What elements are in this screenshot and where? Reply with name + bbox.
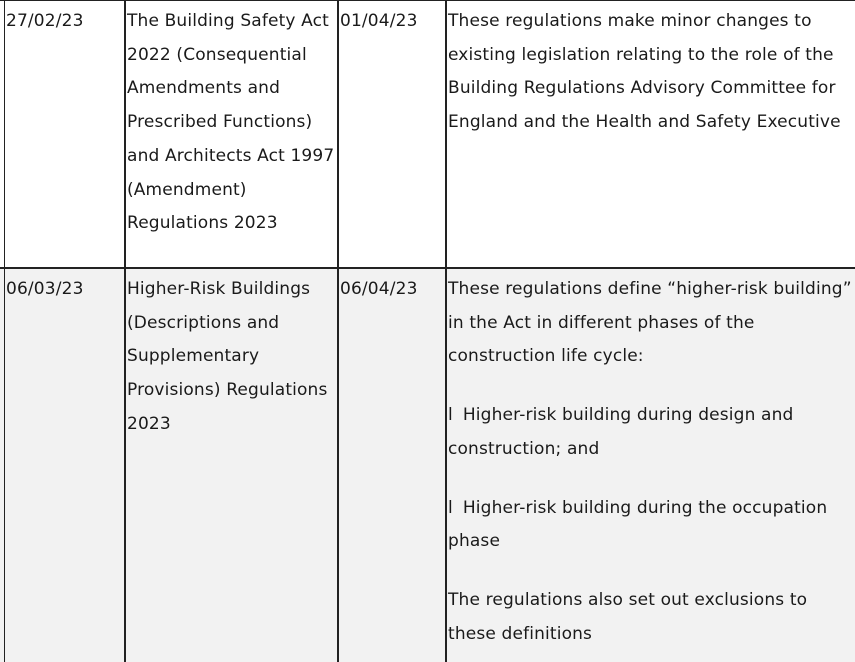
- summary-cell: [447, 269, 855, 662]
- bullet-text: Higher-risk building during design and construction; and: [448, 405, 794, 459]
- date-made-cell: [5, 269, 125, 662]
- table-row: [0, 1, 855, 269]
- bullet-icon: l: [448, 405, 453, 426]
- summary-cell: [447, 1, 855, 267]
- bullet-icon: l: [448, 497, 453, 518]
- summary-text: These regulations make minor changes to existing legislation relating to the role of the Building Regulations Advisory Committee for England and the Health and Safety Executive: [448, 11, 841, 133]
- effective-date-cell: [339, 269, 446, 662]
- date-made-cell: [5, 1, 125, 267]
- bullet-text: Higher-risk building during the occupation phase: [448, 497, 828, 552]
- column-divider: [445, 1, 447, 662]
- summary-intro-text: These regulations define “higher-risk building” in the Act in different phases of the construction life cycle:: [448, 279, 852, 367]
- regulation-title-text: Higher-Risk Buildings (Descriptions and Supplementary Provisions) Regulations 2023: [127, 279, 328, 434]
- regulation-title-text: The Building Safety Act 2022 (Consequential Amendments and Prescribed Functions) and Architects Act 1997 (Amendment) Regulations 2023: [127, 11, 335, 234]
- date-made-text: 27/02/23: [6, 11, 84, 31]
- table-row: [0, 269, 855, 662]
- effective-date-text: 06/04/23: [340, 279, 418, 299]
- summary-bullet-item: [448, 399, 853, 466]
- summary-outro-text: The regulations also set out exclusions to these definitions: [448, 589, 808, 644]
- column-divider: [4, 1, 5, 662]
- date-made-text: 06/03/23: [6, 279, 84, 299]
- effective-date-cell: [339, 1, 446, 267]
- column-divider: [124, 1, 126, 662]
- regulation-title-cell: [126, 1, 338, 267]
- regulation-title-cell: [126, 269, 338, 662]
- effective-date-text: 01/04/23: [340, 11, 418, 31]
- summary-bullet-item: [448, 492, 853, 559]
- column-divider: [337, 1, 339, 662]
